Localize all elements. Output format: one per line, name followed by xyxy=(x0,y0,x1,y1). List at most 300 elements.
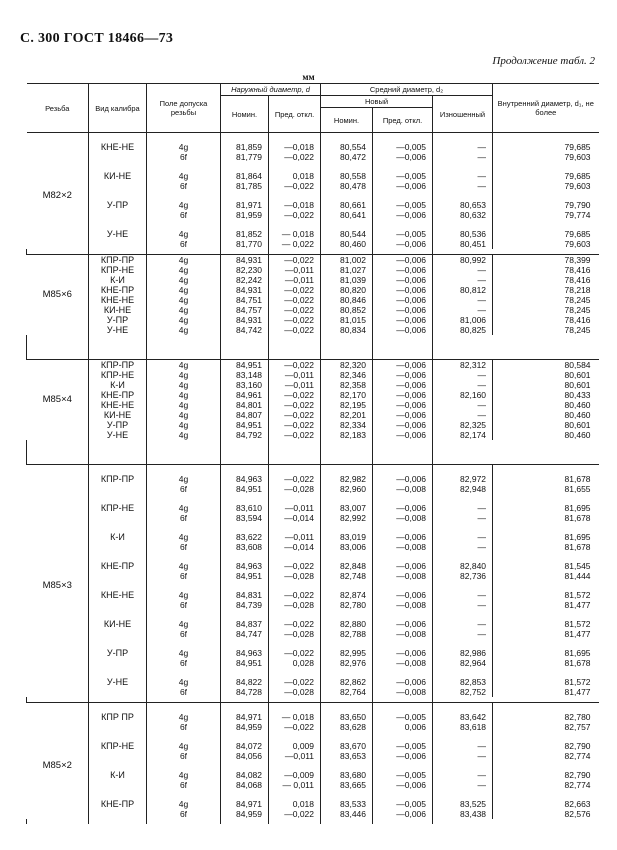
cell-value: —0,006 xyxy=(396,152,427,162)
outer-dev-cell xyxy=(269,761,321,790)
table-row xyxy=(27,581,599,610)
mean-nom-cell xyxy=(321,552,373,581)
cell-value: 81,695 xyxy=(564,503,591,513)
thread-group xyxy=(27,703,599,825)
table-row xyxy=(27,732,599,761)
inner-diameter-cell xyxy=(493,370,599,380)
cell-value: 81,695 xyxy=(564,532,591,542)
inner-diameter-cell xyxy=(493,465,599,495)
cell-value: 81,959 xyxy=(236,210,262,220)
inner-diameter-cell xyxy=(493,162,599,191)
inner-diameter-cell xyxy=(493,191,599,220)
cell-value: 84,959 xyxy=(236,809,262,819)
cell-value: —0,014 xyxy=(284,542,315,552)
cell-value: 4g xyxy=(178,410,189,420)
mean-nom-cell xyxy=(321,305,373,315)
caliber-cell: КНЕ-ПР xyxy=(89,285,147,295)
table-row xyxy=(27,523,599,552)
col-tolerance: Поле допуска резьбы xyxy=(147,84,221,133)
table-row xyxy=(27,380,599,390)
caliber-cell: К-И xyxy=(89,275,147,285)
cell-value: 81,678 xyxy=(564,513,591,523)
cell-value: 79,603 xyxy=(564,181,591,191)
wear-cell xyxy=(433,610,493,639)
cell-value: — xyxy=(477,741,487,751)
cell-value: — xyxy=(477,532,487,542)
cell-value: 6f xyxy=(179,239,188,249)
cell-value: —0,011 xyxy=(284,275,315,285)
outer-dev-cell xyxy=(269,295,321,305)
tolerance-cell xyxy=(147,639,221,668)
cell-value: 82,242 xyxy=(236,275,262,285)
table-row xyxy=(27,420,599,430)
cell-value: — xyxy=(477,410,487,420)
cell-value: —0,022 xyxy=(284,181,315,191)
tolerance-cell xyxy=(147,400,221,410)
wear-cell xyxy=(433,790,493,819)
cell-value: 6f xyxy=(179,600,188,610)
cell-value: 81,852 xyxy=(236,229,262,239)
cell-value: —0,006 xyxy=(396,648,427,658)
cell-value: —0,028 xyxy=(284,629,315,639)
cell-value: —0,005 xyxy=(396,741,427,751)
tolerance-cell xyxy=(147,523,221,552)
cell-value: 4g xyxy=(178,305,189,315)
wear-cell xyxy=(433,295,493,305)
cell-value: 82,764 xyxy=(340,687,367,697)
mean-dev-cell xyxy=(373,761,433,790)
cell-value: 80,992 xyxy=(460,255,487,265)
mean-dev-cell xyxy=(373,410,433,420)
inner-diameter-cell xyxy=(493,400,599,410)
cell-value: 6f xyxy=(179,181,188,191)
cell-value: —0,006 xyxy=(396,430,427,440)
spacer-cell xyxy=(221,347,269,360)
spacer-cell xyxy=(321,440,373,452)
cell-value: 6f xyxy=(179,780,188,790)
inner-diameter-cell xyxy=(493,639,599,668)
table-row xyxy=(27,275,599,285)
group-spacer xyxy=(27,452,599,465)
col-outer-nom: Номин. xyxy=(221,96,269,133)
cell-value: 4g xyxy=(178,275,189,285)
cell-value: 84,801 xyxy=(236,400,262,410)
thread-designation: М82×2 xyxy=(27,133,89,250)
cell-value: —0,022 xyxy=(284,619,315,629)
col-mean-diameter: Средний диаметр, d₂ xyxy=(321,84,493,96)
inner-diameter-cell xyxy=(493,220,599,249)
cell-value: — xyxy=(477,619,487,629)
cell-value: —0,005 xyxy=(396,200,427,210)
tolerance-cell xyxy=(147,668,221,697)
mean-dev-cell xyxy=(373,191,433,220)
cell-value: 82,960 xyxy=(340,484,367,494)
mean-nom-cell xyxy=(321,581,373,610)
thread-gauge-table xyxy=(26,83,599,824)
cell-value: —0,022 xyxy=(284,360,315,370)
col-mean-nom: Номин. xyxy=(321,108,373,133)
cell-value: 4g xyxy=(178,285,189,295)
cell-value: 4g xyxy=(178,265,189,275)
cell-value: —0,006 xyxy=(396,265,427,275)
cell-value: —0,008 xyxy=(396,542,427,552)
spacer-cell xyxy=(221,452,269,465)
outer-nom-cell xyxy=(221,162,269,191)
cell-value: 82,790 xyxy=(564,741,591,751)
wear-cell xyxy=(433,220,493,249)
wear-cell xyxy=(433,400,493,410)
caliber-cell: КНЕ-ПР xyxy=(89,390,147,400)
cell-value: —0,011 xyxy=(284,380,315,390)
thread-group xyxy=(27,255,599,360)
cell-value: 82,874 xyxy=(340,590,367,600)
inner-diameter-cell xyxy=(493,761,599,790)
wear-cell xyxy=(433,430,493,440)
cell-value: —0,022 xyxy=(284,390,315,400)
cell-value: 82,774 xyxy=(564,780,591,790)
wear-cell xyxy=(433,380,493,390)
cell-value: 80,460 xyxy=(564,400,591,410)
mean-nom-cell xyxy=(321,285,373,295)
mean-nom-cell xyxy=(321,265,373,275)
cell-value: — xyxy=(477,590,487,600)
spacer-cell xyxy=(147,335,221,347)
mean-dev-cell xyxy=(373,390,433,400)
mean-dev-cell xyxy=(373,400,433,410)
caliber-cell: У-ПР xyxy=(89,420,147,430)
caliber-cell: КПР-НЕ xyxy=(89,370,147,380)
tolerance-cell xyxy=(147,305,221,315)
cell-value: 4g xyxy=(178,648,189,658)
cell-value: 82,160 xyxy=(460,390,487,400)
outer-nom-cell xyxy=(221,133,269,163)
caliber-cell: КПР-НЕ xyxy=(89,732,147,761)
cell-value: 4g xyxy=(178,712,189,722)
wear-cell xyxy=(433,581,493,610)
cell-value: 81,545 xyxy=(564,561,591,571)
outer-dev-cell xyxy=(269,430,321,440)
cell-value: 80,584 xyxy=(564,360,591,370)
mean-dev-cell xyxy=(373,315,433,325)
cell-value: 81,572 xyxy=(564,590,591,600)
outer-nom-cell xyxy=(221,191,269,220)
cell-value: 80,601 xyxy=(564,380,591,390)
cell-value: 80,478 xyxy=(340,181,367,191)
spacer-cell xyxy=(221,819,269,824)
cell-value: 84,068 xyxy=(236,780,262,790)
outer-dev-cell xyxy=(269,275,321,285)
mean-dev-cell xyxy=(373,133,433,163)
cell-value: — xyxy=(477,370,487,380)
spacer-cell xyxy=(269,440,321,452)
table-row xyxy=(27,703,599,733)
cell-value: 82,972 xyxy=(460,474,487,484)
mean-dev-cell xyxy=(373,703,433,733)
cell-value: 84,757 xyxy=(236,305,262,315)
cell-value: — xyxy=(477,503,487,513)
mean-nom-cell xyxy=(321,494,373,523)
cell-value: —0,022 xyxy=(284,255,315,265)
cell-value: —0,005 xyxy=(396,712,427,722)
outer-dev-cell xyxy=(269,523,321,552)
cell-value: —0,006 xyxy=(396,295,427,305)
cell-value: 82,195 xyxy=(340,400,367,410)
spacer-cell xyxy=(269,452,321,465)
cell-value: 81,002 xyxy=(340,255,367,265)
caliber-cell: КПР ПР xyxy=(89,703,147,733)
spacer-cell xyxy=(269,347,321,360)
cell-value: — xyxy=(477,275,487,285)
caliber-cell: У-НЕ xyxy=(89,668,147,697)
cell-value: 82,862 xyxy=(340,677,367,687)
mean-nom-cell xyxy=(321,523,373,552)
outer-nom-cell xyxy=(221,430,269,440)
cell-value: —0,006 xyxy=(396,239,427,249)
table-row xyxy=(27,191,599,220)
mean-nom-cell xyxy=(321,761,373,790)
cell-value: —0,011 xyxy=(284,265,315,275)
cell-value: 6f xyxy=(179,210,188,220)
outer-nom-cell xyxy=(221,305,269,315)
tolerance-cell xyxy=(147,410,221,420)
table-row xyxy=(27,610,599,639)
table-continuation-label: Продолжение табл. 2 xyxy=(492,55,595,67)
cell-value: 82,757 xyxy=(564,722,591,732)
cell-value: —0,008 xyxy=(396,629,427,639)
mean-dev-cell xyxy=(373,380,433,390)
spacer-cell xyxy=(147,819,221,824)
outer-dev-cell xyxy=(269,360,321,371)
inner-diameter-cell xyxy=(493,523,599,552)
inner-diameter-cell xyxy=(493,305,599,315)
outer-dev-cell xyxy=(269,191,321,220)
mean-dev-cell xyxy=(373,610,433,639)
cell-value: —0,006 xyxy=(396,400,427,410)
cell-value: 82,576 xyxy=(564,809,591,819)
cell-value: 6f xyxy=(179,658,188,668)
mean-nom-cell xyxy=(321,295,373,305)
caliber-cell: У-ПР xyxy=(89,315,147,325)
spacer-cell xyxy=(27,347,89,360)
cell-value: 80,536 xyxy=(460,229,487,239)
mean-dev-cell xyxy=(373,465,433,495)
cell-value: — xyxy=(477,780,487,790)
cell-value: —0,006 xyxy=(396,532,427,542)
inner-diameter-cell xyxy=(493,552,599,581)
outer-dev-cell xyxy=(269,668,321,697)
cell-value: 83,533 xyxy=(340,799,367,809)
mean-dev-cell xyxy=(373,430,433,440)
cell-value: —0,006 xyxy=(396,181,427,191)
cell-value: 81,015 xyxy=(340,315,367,325)
cell-value: — xyxy=(477,152,487,162)
cell-value: 80,460 xyxy=(340,239,367,249)
tolerance-cell xyxy=(147,430,221,440)
cell-value: 82,780 xyxy=(564,712,591,722)
cell-value: 80,460 xyxy=(564,410,591,420)
outer-nom-cell xyxy=(221,761,269,790)
tolerance-cell xyxy=(147,370,221,380)
cell-value: 4g xyxy=(178,400,189,410)
spacer-cell xyxy=(27,819,89,824)
cell-value: 79,774 xyxy=(564,210,591,220)
mean-dev-cell xyxy=(373,265,433,275)
caliber-cell: КНЕ-НЕ xyxy=(89,133,147,163)
cell-value: 82,948 xyxy=(460,484,487,494)
cell-value: 6f xyxy=(179,722,188,732)
outer-nom-cell xyxy=(221,390,269,400)
cell-value: —0,022 xyxy=(284,152,315,162)
cell-value: —0,006 xyxy=(396,380,427,390)
spacer-cell xyxy=(373,347,433,360)
outer-nom-cell xyxy=(221,420,269,430)
cell-value: 80,601 xyxy=(564,370,591,380)
cell-value: —0,006 xyxy=(396,410,427,420)
spacer-cell xyxy=(147,452,221,465)
caliber-cell: КИ-НЕ xyxy=(89,410,147,420)
cell-value: 4g xyxy=(178,380,189,390)
cell-value: 4g xyxy=(178,390,189,400)
cell-value: —0,006 xyxy=(396,809,427,819)
mean-nom-cell xyxy=(321,162,373,191)
cell-value: 83,007 xyxy=(340,503,367,513)
group-spacer xyxy=(27,335,599,347)
outer-dev-cell xyxy=(269,639,321,668)
outer-nom-cell xyxy=(221,325,269,335)
cell-value: 83,628 xyxy=(340,722,367,732)
cell-value: 4g xyxy=(178,171,189,181)
outer-nom-cell xyxy=(221,295,269,305)
thread-designation: М85×6 xyxy=(27,255,89,336)
spacer-cell xyxy=(89,440,147,452)
cell-value: —0,028 xyxy=(284,600,315,610)
cell-value: 82,334 xyxy=(340,420,367,430)
outer-nom-cell xyxy=(221,552,269,581)
spacer-cell xyxy=(321,452,373,465)
spacer-cell xyxy=(221,335,269,347)
cell-value: —0,006 xyxy=(396,677,427,687)
mean-dev-cell xyxy=(373,494,433,523)
cell-value: 82,986 xyxy=(460,648,487,658)
outer-dev-cell xyxy=(269,494,321,523)
inner-diameter-cell xyxy=(493,410,599,420)
tolerance-cell xyxy=(147,581,221,610)
cell-value: 80,820 xyxy=(340,285,367,295)
table-row xyxy=(27,494,599,523)
cell-value: 4g xyxy=(178,370,189,380)
cell-value: — 0,018 xyxy=(281,712,315,722)
caliber-cell: КПР-ПР xyxy=(89,255,147,266)
thread-group xyxy=(27,360,599,465)
cell-value: —0,008 xyxy=(396,571,427,581)
outer-nom-cell xyxy=(221,400,269,410)
tolerance-cell xyxy=(147,295,221,305)
group-spacer xyxy=(27,440,599,452)
cell-value: —0,022 xyxy=(284,285,315,295)
cell-value: 82,325 xyxy=(460,420,487,430)
outer-nom-cell xyxy=(221,360,269,371)
outer-nom-cell xyxy=(221,668,269,697)
outer-nom-cell xyxy=(221,285,269,295)
wear-cell xyxy=(433,360,493,371)
mean-nom-cell xyxy=(321,220,373,249)
cell-value: 4g xyxy=(178,315,189,325)
table-row xyxy=(27,133,599,163)
cell-value: 0,018 xyxy=(292,799,315,809)
cell-value: — xyxy=(477,751,487,761)
spacer-cell xyxy=(433,819,493,824)
cell-value: 79,790 xyxy=(564,200,591,210)
cell-value: 81,678 xyxy=(564,474,591,484)
cell-value: —0,022 xyxy=(284,474,315,484)
cell-value: 4g xyxy=(178,474,189,484)
cell-value: —0,006 xyxy=(396,474,427,484)
spacer-cell xyxy=(27,335,89,347)
cell-value: 83,642 xyxy=(460,712,487,722)
tolerance-cell xyxy=(147,133,221,163)
outer-dev-cell xyxy=(269,370,321,380)
mean-dev-cell xyxy=(373,668,433,697)
spacer-cell xyxy=(269,819,321,824)
cell-value: 6f xyxy=(179,751,188,761)
unit-label: мм xyxy=(302,72,315,82)
cell-value: —0,011 xyxy=(284,370,315,380)
cell-value: 80,653 xyxy=(460,200,487,210)
mean-nom-cell xyxy=(321,732,373,761)
cell-value: 84,963 xyxy=(236,561,262,571)
outer-dev-cell xyxy=(269,380,321,390)
cell-value: 81,477 xyxy=(564,629,591,639)
cell-value: —0,006 xyxy=(396,561,427,571)
cell-value: — xyxy=(477,181,487,191)
cell-value: 84,951 xyxy=(236,484,262,494)
caliber-cell: КПР-ПР xyxy=(89,360,147,371)
mean-nom-cell xyxy=(321,380,373,390)
tolerance-cell xyxy=(147,285,221,295)
spacer-cell xyxy=(321,819,373,824)
cell-value: 80,632 xyxy=(460,210,487,220)
outer-nom-cell xyxy=(221,639,269,668)
cell-value: 82,995 xyxy=(340,648,367,658)
outer-nom-cell xyxy=(221,465,269,495)
table-row xyxy=(27,410,599,420)
cell-value: —0,011 xyxy=(284,751,315,761)
mean-nom-cell xyxy=(321,790,373,819)
cell-value: —0,008 xyxy=(396,513,427,523)
mean-dev-cell xyxy=(373,255,433,266)
mean-dev-cell xyxy=(373,523,433,552)
cell-value: 82,183 xyxy=(340,430,367,440)
cell-value: 80,460 xyxy=(564,430,591,440)
cell-value: —0,022 xyxy=(284,561,315,571)
spacer-cell xyxy=(373,819,433,824)
table-row xyxy=(27,465,599,495)
cell-value: 82,230 xyxy=(236,265,262,275)
col-thread: Резьба xyxy=(27,84,89,133)
tolerance-cell xyxy=(147,790,221,819)
wear-cell xyxy=(433,390,493,400)
mean-nom-cell xyxy=(321,400,373,410)
cell-value: 4g xyxy=(178,590,189,600)
outer-dev-cell xyxy=(269,305,321,315)
cell-value: 82,748 xyxy=(340,571,367,581)
mean-dev-cell xyxy=(373,360,433,371)
cell-value: 82,736 xyxy=(460,571,487,581)
tolerance-cell xyxy=(147,315,221,325)
table-row xyxy=(27,162,599,191)
cell-value: 84,831 xyxy=(236,590,262,600)
mean-nom-cell xyxy=(321,430,373,440)
